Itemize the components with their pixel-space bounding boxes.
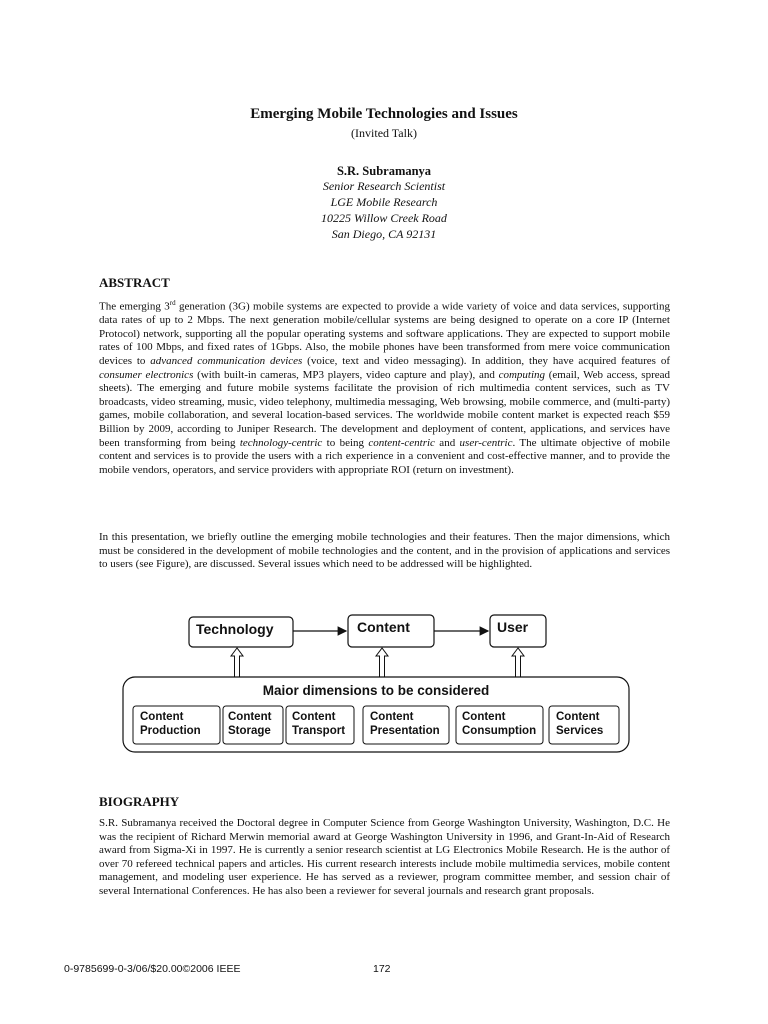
up-arrow <box>512 648 524 677</box>
emphasis: computing <box>498 368 546 381</box>
biography-paragraph: S.R. Subramanya received the Doctoral degree in Computer Science from George Washington University, Washington, D.C. He was the recipient of Richard Merwin memorial award at George Washington University in 1996, and Grant-In-Aid of Research award from Sigma-Xi in 1997. He is currently a senior research scientist at LG Electronics Mobile Research. He is the author of over 70 refereed technical papers and articles. His current research interests include mobile multimedia services, mobile content management, and modeling user experience. He has served as a reviewer, program committee member, and session chair of several International Conferences. He has also been a reviewer for several journals and research grant proposals. <box>99 817 670 897</box>
abstract-paragraph-2: In this presentation, we briefly outline the emerging mobile technologies and their features. Then the major dimensions, which must be considered in the development of mobile technologies and the content, and in the provision of applications and services to users (see Figure), are discussed. Several issues which need to be addressed will be highlighted. <box>99 531 670 571</box>
text-run: The emerging 3 <box>99 300 170 313</box>
dimension-label: Consumption <box>462 725 537 737</box>
affiliation-line: San Diego, CA 92131 <box>331 227 437 241</box>
dimension-label: Content <box>292 711 336 723</box>
figure-node-content <box>348 615 434 647</box>
figure-node-user <box>490 615 546 647</box>
dimension-label: Production <box>140 725 201 737</box>
dimension-label: Content <box>556 711 600 723</box>
dimension-content-storage <box>223 706 283 744</box>
dimension-label: Content <box>140 711 184 723</box>
affiliation-line: 10225 Willow Creek Road <box>321 211 447 225</box>
text-run: (with built-in cameras, MP3 players, video capture and play), and <box>193 368 499 381</box>
text-run: to being <box>322 436 369 449</box>
node-label: Content <box>357 619 410 635</box>
dimension-label: Content <box>370 711 414 723</box>
dimension-label: Storage <box>228 725 271 737</box>
dimension-label: Presentation <box>370 725 440 737</box>
footer-isbn: 0-9785699-0-3/06/$20.00©2006 IEEE <box>64 963 241 975</box>
author-name: S.R. Subramanya <box>336 164 432 178</box>
dimension-label: Content <box>228 711 272 723</box>
up-arrow <box>376 648 388 677</box>
group-title: Maior dimensions to be considered <box>262 683 490 698</box>
dimension-label: Content <box>462 711 506 723</box>
dimension-label: Transport <box>292 725 346 737</box>
emphasis: technology-centric <box>239 436 323 449</box>
abstract-paragraph-1 <box>99 297 670 477</box>
paper-title: Emerging Mobile Technologies and Issues <box>250 106 518 122</box>
text-run: (email, Web access, spread sheets). The emerging and future mobile systems facilitate the provision of rich multimedia content services, such as TV broadcasts, video streaming, music, video telephony, multimedia messaging, Web browsing, mobile commerce, and (multi-party) games, mobile collaboration, and several location-based services. The worldwide mobile content market is expected reach $59 Billion by 2009, according to Juniper Research. The development and deployment of content, applications, and services have been transforming from being <box>99 368 670 449</box>
superscript: rd <box>169 299 176 307</box>
text-run: and <box>434 436 460 449</box>
dimension-content-transport <box>286 706 354 744</box>
emphasis: user-centric <box>459 436 513 449</box>
biography-heading: BIOGRAPHY <box>99 794 180 809</box>
page-number: 172 <box>373 963 391 975</box>
paper-subtitle: (Invited Talk) <box>351 126 417 140</box>
node-label: Technology <box>196 621 274 637</box>
text-run: (voice, text and video messaging). In addition, they have acquired features of <box>302 355 670 368</box>
figure-node-technology <box>189 617 293 647</box>
abstract-heading: ABSTRACT <box>99 275 170 290</box>
emphasis: consumer electronics <box>99 368 194 381</box>
emphasis: content-centric <box>368 436 435 449</box>
affiliation-line: LGE Mobile Research <box>330 195 438 209</box>
dimension-content-presentation <box>363 706 449 744</box>
text-run: generation (3G) mobile systems are expected to provide a wide variety of voice and data services, supporting data rates of up to 2 Mbps. The next generation mobile/cellular systems are being designed to operate on a core IP (Internet Protocol) network, supporting all the popular operating systems and software applications. They are expected to support mobile rates of 100 Mbps, and fixed rates of 1Gbps. Also, the mobile phones have been transformed from mere voice communication devices to <box>99 300 670 368</box>
dimension-content-services <box>549 706 619 744</box>
dimensions-figure <box>0 600 768 760</box>
node-label: User <box>497 619 529 635</box>
dimension-content-production <box>133 706 220 744</box>
affiliation-line: Senior Research Scientist <box>322 179 446 193</box>
dimension-content-consumption <box>456 706 543 744</box>
dimension-label: Services <box>556 725 604 737</box>
text-run: . The ultimate objective of mobile content and services is to provide the users with a rich experience in a convenient and cost-effective manner, and to provide the mobile vendors, operators, and service providers with appropriate ROI (return on investment). <box>99 436 670 476</box>
emphasis: advanced communication devices <box>150 355 303 368</box>
up-arrow <box>231 648 243 677</box>
